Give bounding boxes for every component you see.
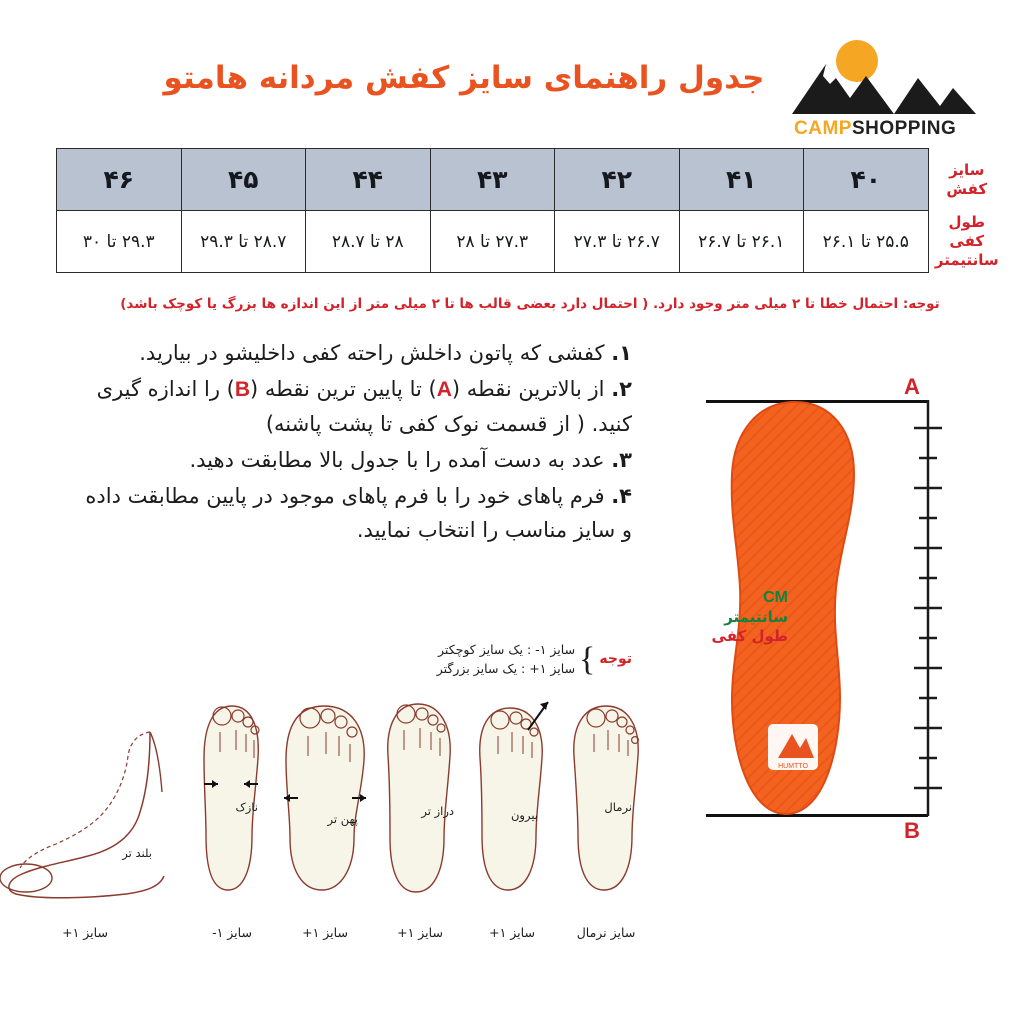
length-cell: ۲۶.۱ تا ۲۶.۷ <box>679 211 804 273</box>
row-label-shoe-size: سایز کفش <box>946 160 988 198</box>
length-cell: ۲۷.۳ تا ۲۸ <box>430 211 555 273</box>
page-header <box>0 24 1024 139</box>
row-label-insole-length <box>928 211 1006 273</box>
foot-outline-icon <box>378 700 462 896</box>
foot-caption: سایز ۱- <box>212 925 252 940</box>
table-row-lengths <box>57 211 1007 273</box>
foot-inner-label: پهن تر <box>327 812 358 826</box>
foot-outline-icon <box>564 700 648 896</box>
foot-shape-outward <box>470 700 554 940</box>
insole-diagram <box>672 372 1002 872</box>
size-cell: ۴۰ <box>804 149 929 211</box>
brand-wordmark-shopping: SHOPPING <box>851 118 957 139</box>
foot-caption: سایز ۱+ <box>62 925 108 940</box>
foot-caption: سایز ۱+ <box>489 925 535 940</box>
foot-shape-longer <box>378 700 462 940</box>
size-cell: ۴۵ <box>181 149 306 211</box>
size-table <box>56 148 1006 273</box>
ruler-legend-fa-1: سانتیمتر <box>724 608 788 626</box>
foot-outline-icon <box>190 700 274 896</box>
point-b-label: B <box>904 818 920 843</box>
instruction-text-line2: کنید. ( از قسمت نوک کفی تا پشت پاشنه) <box>265 412 632 437</box>
instruction-text-before: از بالاترین نقطه ( <box>451 377 605 402</box>
foot-caption: سایز ۱+ <box>397 925 443 940</box>
instruction-text: فرم پاهای خود را با فرم پاهای موجود در پایین مطابقت داده <box>85 484 605 509</box>
brand-logo <box>790 34 1000 144</box>
instruction-text-mid: ) تا پایین ترین نقطه ( <box>250 377 437 402</box>
instruction-text: عدد به دست آمده را با جدول بالا مطابقت دهید. <box>189 448 605 473</box>
foot-inner-label: نازک <box>235 800 258 814</box>
instruction-text-line2: و سایز مناسب را انتخاب نمایید. <box>356 518 632 543</box>
brand-wordmark <box>794 118 956 140</box>
list-item <box>40 336 632 370</box>
curly-brace-icon: } <box>579 640 596 678</box>
list-item <box>40 372 632 441</box>
row-label-insole-length-line1: طول کفی <box>948 213 986 251</box>
foot-caption: سایز نرمال <box>576 925 636 940</box>
note-line-2: سایز ۱+ : یک سایز بزرگتر <box>436 661 576 677</box>
foot-inner-label: بیرون <box>510 808 538 822</box>
foot-inner-label: دراز تر <box>421 804 454 818</box>
brand-wordmark-camp: CAMP <box>794 118 852 139</box>
foot-shape-normal <box>564 700 648 940</box>
size-cell: ۴۴ <box>306 149 431 211</box>
marker-b-label: B <box>234 378 251 402</box>
foot-shape-wider <box>278 700 372 940</box>
instruction-number: ۳. <box>611 448 632 473</box>
length-cell: ۲۶.۷ تا ۲۷.۳ <box>555 211 680 273</box>
insole-brand-text: HUMTTO <box>778 763 808 770</box>
table-row-sizes <box>57 149 1007 211</box>
size-cell: ۴۶ <box>57 149 182 211</box>
instruction-text-after: ) را اندازه گیری <box>96 377 235 402</box>
foot-inner-label: نرمال <box>604 800 632 814</box>
ruler-legend <box>678 588 788 646</box>
list-item <box>40 443 632 477</box>
length-cell: ۲۸ تا ۲۸.۷ <box>306 211 431 273</box>
table-tolerance-note: توجه: احتمال خطا تا ۲ میلی متر وجود دارد. ( احتمال دارد بعضی قالب ها تا ۲ میلی متر از این اندازه ها بزرگ یا کوچک باشد) <box>120 296 940 312</box>
length-cell: ۲۸.۷ تا ۲۹.۳ <box>181 211 306 273</box>
size-adjust-note <box>332 640 632 679</box>
instruction-number: ۴. <box>611 484 632 509</box>
note-lines <box>437 640 575 679</box>
mountain-logo-icon <box>790 54 980 116</box>
marker-a-label: A <box>436 378 452 402</box>
foot-profile-icon <box>0 726 170 922</box>
foot-outline-icon <box>278 700 372 896</box>
instruction-number: ۲. <box>611 377 632 402</box>
foot-inner-label: بلند تر <box>122 846 152 860</box>
instruction-number: ۱. <box>611 341 632 365</box>
foot-shape-narrow <box>190 700 274 940</box>
ruler-legend-cm: CM <box>763 589 788 606</box>
note-line-1: سایز ۱- : یک سایز کوچکتر <box>438 642 576 657</box>
foot-outline-icon <box>470 700 554 896</box>
foot-caption: سایز ۱+ <box>302 925 348 940</box>
instruction-text: کفشی که پاتون داخلش راحته کفی داخلیشو در بیارید. <box>139 341 605 365</box>
length-cell: ۲۹.۳ تا ۳۰ <box>57 211 182 273</box>
row-label-insole-length-line2: سانتیمتر <box>934 250 999 269</box>
ruler-legend-fa-2: طول کفی <box>711 626 788 645</box>
size-cell: ۴۳ <box>430 149 555 211</box>
ruler-scale <box>908 400 948 818</box>
length-cell: ۲۵.۵ تا ۲۶.۱ <box>804 211 929 273</box>
point-a-label: A <box>904 374 920 399</box>
size-cell: ۴۲ <box>555 149 680 211</box>
list-item <box>40 479 632 547</box>
foot-shape-high-arch <box>0 700 170 940</box>
page-title: جدول راهنمای سایز کفش مردانه هامتو <box>163 60 765 96</box>
size-table-container <box>56 148 1006 273</box>
note-label: توجه <box>599 651 632 668</box>
foot-shapes-row <box>24 700 694 960</box>
size-cell: ۴۱ <box>679 149 804 211</box>
instructions-list <box>40 336 632 549</box>
